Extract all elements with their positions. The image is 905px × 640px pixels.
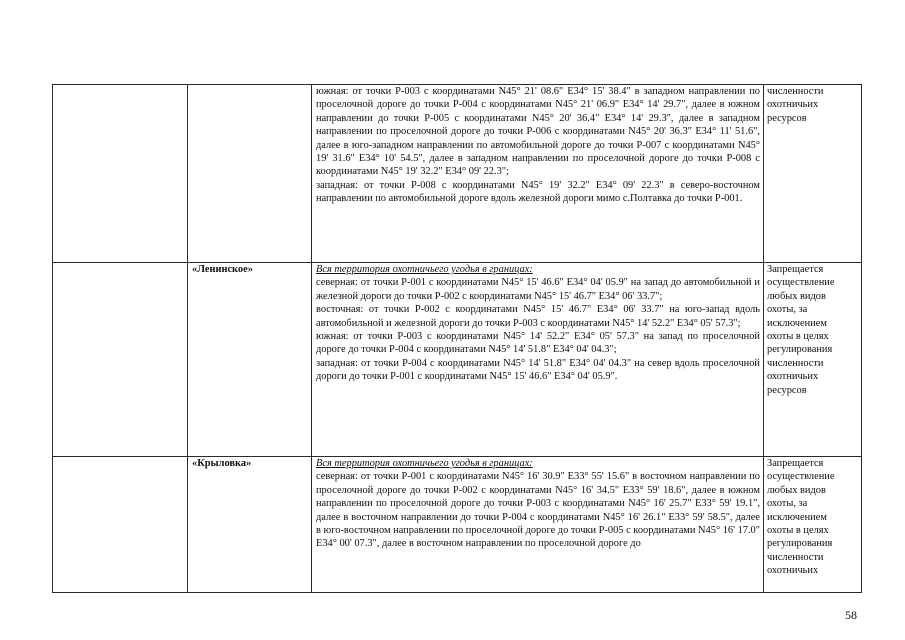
- boundary-description: [312, 85, 764, 263]
- restriction-line: осуществление: [767, 471, 835, 483]
- restriction-line: Запрещается: [767, 458, 824, 469]
- page-number: 58: [845, 608, 857, 622]
- restriction-line: охоты в целях: [767, 331, 829, 343]
- boundary-title: Вся территория охотничьего угодья в границах:: [316, 264, 533, 275]
- boundary-description: [312, 263, 764, 457]
- boundary-paragraph: южная: от точки Р-003 с координатами N45° 14' 52.2" E34° 05' 57.3" на запад по проселочной дороге до точки Р-004 с координатами N45° 14' 51.8" E34° 04' 04.3";: [316, 331, 760, 356]
- restriction-line: охоты, за: [767, 304, 808, 316]
- boundary-description: [312, 457, 764, 593]
- boundary-paragraph: северная: от точки Р-001 с координатами N45° 15' 46.6" E34° 04' 05.9" на запад до автомобильной и железной дороги до точки Р-002 с координатами N45° 15' 46.7" E34° 06' 33.7";: [316, 277, 760, 302]
- empty-cell: [53, 263, 188, 457]
- restriction-line: исключением: [767, 511, 827, 523]
- boundary-paragraph: северная: от точки Р-001 с координатами N45° 16' 30.9" E33° 55' 15.6" в восточном направлении по проселочной дороге до точки Р-002 с координатами N45° 16' 34.5" E33° 59' 18.6", далее в южном направлении по проселочной дороге до точки Р-003 с координатами N45° 16' 25.7" E33° 59' 19.1", далее в восточном направлении до точки Р-004 с координатами N45° 16' 26.1" E33° 59' 58.5", далее в юго-восточном направлении по проселочной дороге до точки Р-005 с координатами N45° 16' 17.0" E34° 00' 07.3", далее в восточном направлении по проселочной дороге до: [316, 471, 760, 550]
- restriction-cell: [764, 263, 862, 457]
- restriction-line: охоты, за: [767, 498, 808, 510]
- boundary-paragraph: западная: от точки Р-008 с координатами N45° 19' 32.2" E34° 09' 22.3" в северо-восточном направлении по автомобильной дороге вдоль железной дороги мимо с.Полтавка до точки Р-001.: [316, 179, 760, 205]
- empty-cell: [53, 85, 188, 263]
- restriction-line: любых видов: [767, 290, 826, 302]
- restriction-cell: [764, 85, 862, 263]
- table-row: [53, 457, 862, 593]
- restriction-line: регулирования: [767, 344, 833, 356]
- ground-name: [188, 85, 312, 263]
- restriction-line: численности: [767, 86, 824, 97]
- boundary-paragraph: южная: от точки Р-003 с координатами N45° 21' 08.6" E34° 15' 38.4" в западном направлении по проселочной дороге до точки Р-004 с координатами N45° 21' 06.9" E34° 14' 29.7", далее в южном направлении до точки Р-005 с координатами N45° 20' 36.4" E34° 14' 29.3", далее в западном направлении по проселочной дороге до точки Р-006 с координатами N45° 20' 36.3" E34° 11' 51.6", далее в юго-западном направлении по автомобильной дороге до точки Р-007 с координатами N45° 19' 31.6" E34° 10' 54.5", далее в западном направлении по проселочной дороге до точки Р-008 с координатами N45° 19' 32.2" E34° 09' 22.3";: [316, 86, 760, 178]
- restriction-line: охоты в целях: [767, 525, 829, 537]
- boundary-paragraph: западная: от точки Р-004 с координатами N45° 14' 51.8" E34° 04' 04.3" на север вдоль проселочной дороги до точки Р-001 с координатами N45° 15' 46.6" E34° 04' 05.9".: [316, 357, 760, 383]
- restriction-line: ресурсов: [767, 112, 807, 124]
- ground-name: «Крыловка»: [188, 457, 312, 593]
- restriction-line: исключением: [767, 317, 827, 329]
- restriction-line: осуществление: [767, 277, 835, 289]
- boundary-title: Вся территория охотничьего угодья в границах:: [316, 458, 533, 469]
- restriction-line: численности: [767, 357, 824, 369]
- empty-cell: [53, 457, 188, 593]
- restriction-line: численности: [767, 551, 824, 563]
- restriction-cell: [764, 457, 862, 593]
- hunting-grounds-table: [52, 84, 862, 593]
- restriction-line: охотничьих: [767, 371, 819, 383]
- restriction-line: охотничьих: [767, 99, 819, 111]
- table-row: [53, 85, 862, 263]
- table-row: [53, 263, 862, 457]
- restriction-line: ресурсов: [767, 384, 807, 396]
- boundary-paragraph: восточная: от точки Р-002 с координатами N45° 15' 46.7" E34° 06' 33.7" на юго-запад вдоль автомобильной и железной дороги до точки Р-003 с координатами N45° 14' 52.2" E34° 05' 57.3";: [316, 304, 760, 329]
- restriction-line: регулирования: [767, 538, 833, 550]
- restriction-line: любых видов: [767, 484, 826, 496]
- ground-name: «Ленинское»: [188, 263, 312, 457]
- restriction-line: Запрещается: [767, 264, 824, 275]
- restriction-line: охотничьих: [767, 565, 819, 577]
